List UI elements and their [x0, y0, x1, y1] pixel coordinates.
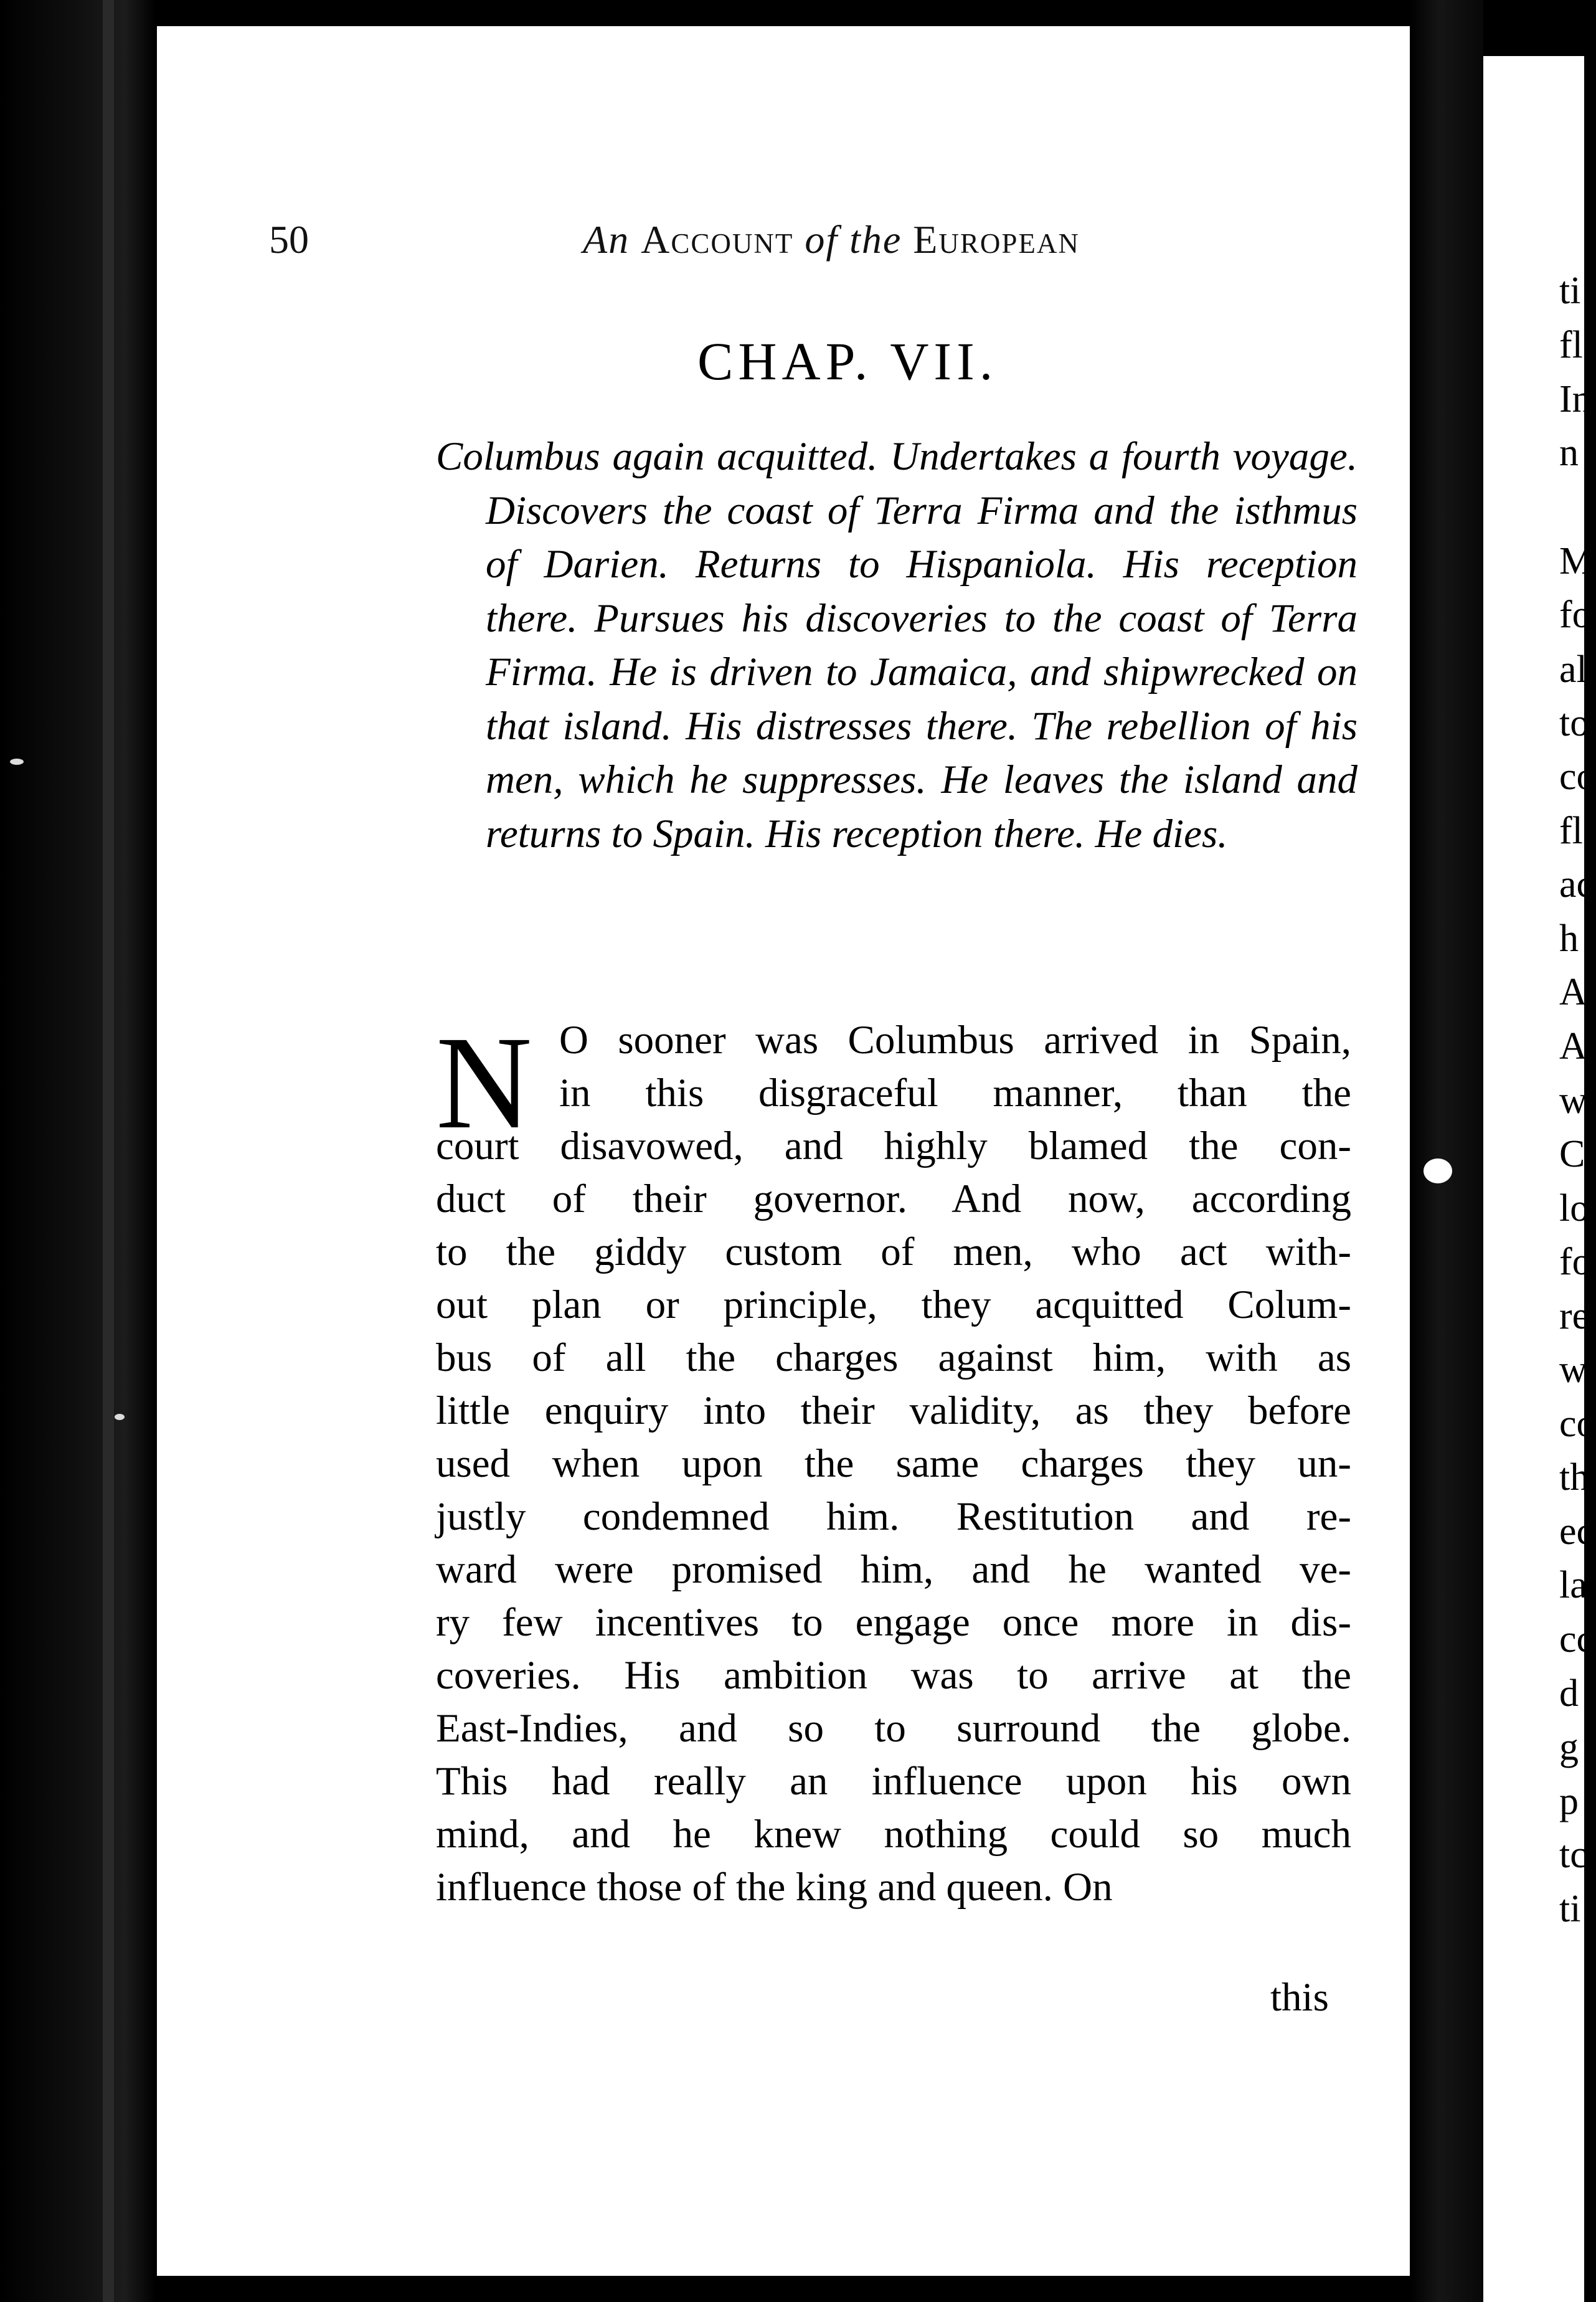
paper-speck [10, 759, 24, 765]
facing-page-fragment: w [1559, 1348, 1587, 1391]
running-title-word: Account [641, 217, 794, 262]
running-title [583, 217, 1080, 263]
facing-page-fragment: A [1559, 1025, 1587, 1068]
facing-page-fragment: M [1559, 540, 1594, 582]
facing-page-fragment: p [1559, 1780, 1579, 1822]
body-line: ward were promised him, and he wanted ve- [436, 1547, 1351, 1592]
body-line: East-Indies, and so to surround the globe. [436, 1706, 1351, 1751]
body-line: little enquiry into their validity, as they before [436, 1388, 1351, 1433]
facing-page-fragment: lo [1559, 1187, 1590, 1229]
book-binding-left [0, 0, 156, 2302]
facing-page-fragment: co [1559, 755, 1596, 798]
running-head [269, 217, 1222, 273]
facing-page-fragment: d [1559, 1672, 1579, 1715]
facing-page-fragment: C [1559, 1133, 1585, 1175]
facing-page-fragment: cc [1559, 1618, 1594, 1660]
facing-page-fragment: th [1559, 1456, 1590, 1499]
body-line: mind, and he knew nothing could so much [436, 1812, 1351, 1857]
page-number: 50 [269, 217, 309, 262]
facing-page-fragment: co [1559, 1403, 1596, 1445]
facing-page-fragment: w [1559, 1079, 1587, 1122]
chapter-heading: CHAP. VII. [697, 331, 998, 391]
facing-page-fragment: A [1559, 971, 1587, 1013]
facing-page-fragment: ti [1559, 1888, 1581, 1930]
paper-speck [115, 1414, 125, 1420]
body-line: coveries. His ambition was to arrive at the [436, 1653, 1351, 1698]
body-line: in this disgraceful manner, than the [559, 1071, 1351, 1115]
facing-page-fragment: g [1559, 1726, 1579, 1768]
paper-speck [1424, 1158, 1452, 1183]
facing-page-fragment: fo [1559, 594, 1592, 636]
book-spine [1410, 0, 1483, 2302]
facing-page-fragment: ac [1559, 863, 1594, 906]
body-line: justly condemned him. Restitution and re- [436, 1494, 1351, 1539]
facing-page-fragment: ti [1559, 270, 1581, 312]
facing-page-fragment: al [1559, 648, 1587, 691]
facing-page-fragment: re [1559, 1295, 1590, 1337]
body-line: This had really an influence upon his own [436, 1759, 1351, 1804]
drop-cap: N [436, 1009, 532, 1157]
body-line: bus of all the charges against him, with as [436, 1335, 1351, 1380]
running-title-word: European [913, 217, 1080, 262]
body-line: influence those of the king and queen. On [436, 1865, 1113, 1910]
body-line: ry few incentives to engage once more in dis- [436, 1600, 1351, 1645]
facing-page-fragment: n [1559, 432, 1579, 474]
facing-page-fragment: In [1559, 378, 1592, 420]
facing-page-fragment: fl [1559, 810, 1583, 852]
body-line: court disavowed, and highly blamed the con- [436, 1124, 1351, 1168]
facing-page-fragment: ec [1559, 1510, 1594, 1553]
body-line: O sooner was Columbus arrived in Spain, [559, 1018, 1351, 1063]
body-line: to the giddy custom of men, who act with- [436, 1229, 1351, 1274]
body-line: duct of their governor. And now, according [436, 1177, 1351, 1221]
chapter-summary: Columbus again acquitted. Undertakes a fourth voyage. Discovers the coast of Terra Firma and the isthmus of Darien. Returns to Hispaniola. His reception there. Pursues his discoveries to the coast of Terra Firma. He is driven to Jamaica, and shipwrecked on that island. His distresses there. The rebellion of his men, which he suppresses. He leaves the island and returns to Spain. His reception there. He dies. [436, 434, 1358, 856]
facing-page-fragment: h [1559, 917, 1579, 960]
running-title-word: An [583, 217, 630, 262]
facing-page-fragment: fl [1559, 324, 1583, 366]
catchword: this [1270, 1975, 1329, 2020]
body-line: out plan or principle, they acquitted Colum- [436, 1282, 1351, 1327]
facing-page-edge [1483, 56, 1596, 2302]
facing-page-fragment: la [1559, 1564, 1587, 1606]
running-title-word: of the [805, 217, 902, 262]
facing-page-fragment: fo [1559, 1241, 1592, 1283]
body-line: used when upon the same charges they un- [436, 1441, 1351, 1486]
facing-page-fragment: to [1559, 702, 1590, 744]
facing-page-fragment: tc [1559, 1834, 1587, 1876]
